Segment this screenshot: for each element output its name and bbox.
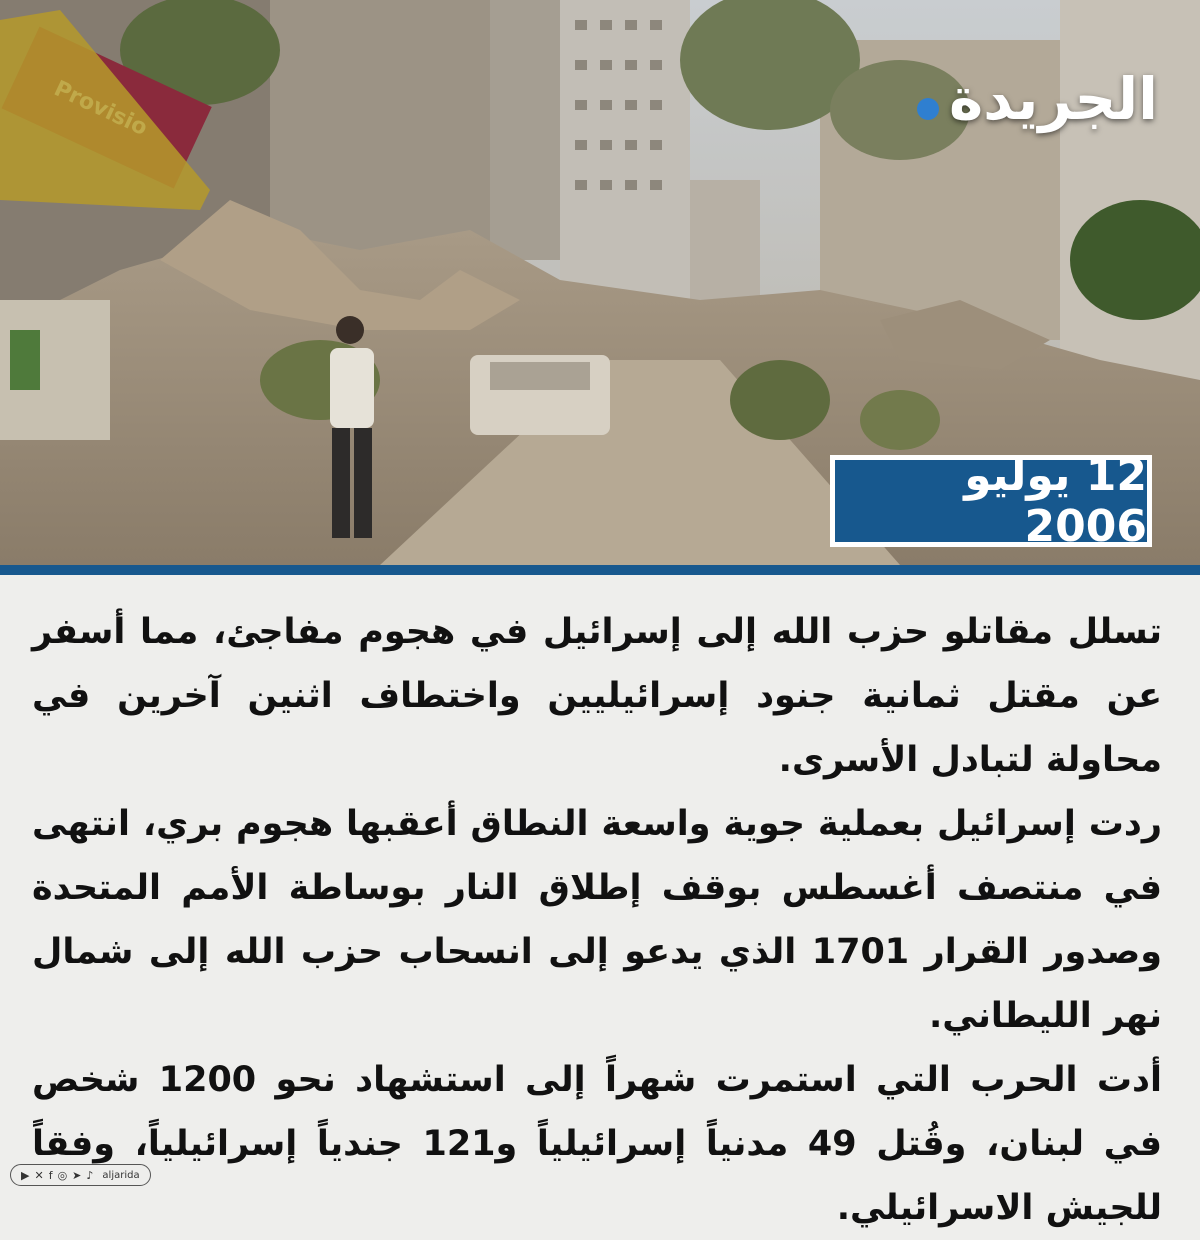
article-body	[32, 600, 1162, 1240]
date-badge-text: 12 يوليو 2006	[964, 450, 1147, 552]
brand-logo-dot	[917, 98, 939, 120]
brand-logo-text: الجريدة	[948, 65, 1158, 133]
date-badge	[830, 450, 1152, 552]
article-paragraph: ردت إسرائيل بعملية جوية واسعة النطاق أعقبها هجوم بري، انتهى في منتصف أغسطس بوقف إطلاق النار بوساطة الأمم المتحدة وصدور القرار 1701 الذي يدعو إلى انسحاب حزب الله إلى شمال نهر الليطاني.	[32, 804, 1162, 1036]
telegram-icon: ➤	[72, 1168, 82, 1182]
brand-logo	[917, 65, 1158, 133]
social-handle: aljarida	[102, 1169, 140, 1181]
article-paragraph: تسلل مقاتلو حزب الله إلى إسرائيل في هجوم مفاجئ، مما أسفر عن مقتل ثمانية جنود إسرائيليين واختطاف اثنين آخرين في محاولة لتبادل الأسرى.	[32, 612, 1162, 780]
twitter-icon: ✕	[34, 1168, 44, 1182]
facebook-icon: f	[48, 1168, 53, 1182]
tiktok-icon: ♪	[86, 1168, 94, 1182]
youtube-icon: ▶	[21, 1168, 30, 1182]
article-paragraph: أدت الحرب التي استمرت شهراً إلى استشهاد نحو 1200 شخص في لبنان، وقُتل 49 مدنياً إسرائيلياً و121 جندياً إسرائيلياً، وفقاً للجيش الاسرائيلي.	[32, 1060, 1163, 1228]
instagram-icon: ◎	[57, 1168, 68, 1182]
social-footer	[10, 1164, 151, 1186]
section-divider	[0, 565, 1200, 575]
